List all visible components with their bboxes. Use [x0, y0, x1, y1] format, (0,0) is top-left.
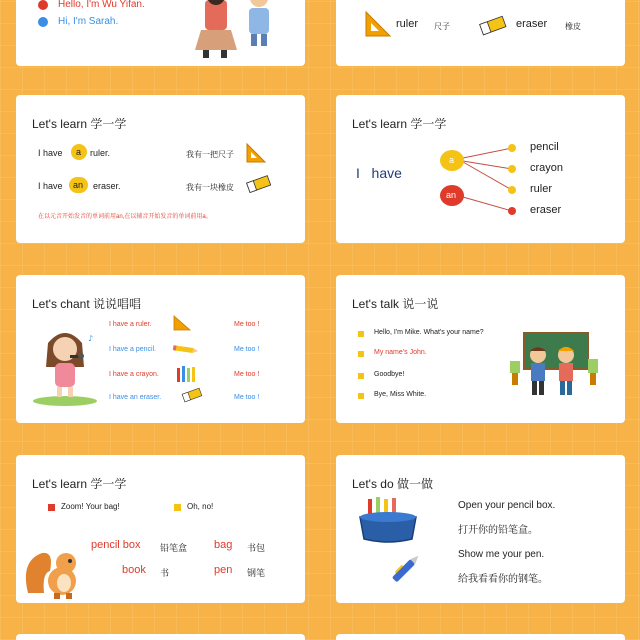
- slide-title: Let's talk 说一说: [352, 297, 439, 311]
- eraser-icon: [182, 388, 202, 403]
- singing-girl-illustration: [30, 327, 100, 407]
- article-an-text: an: [446, 190, 457, 200]
- squirrel-illustration: [24, 543, 84, 601]
- vocab-pencil-box: pencil box: [91, 539, 141, 551]
- chant-reply: Me too !: [234, 394, 260, 401]
- sentence-chinese: 我有一块橡皮: [186, 183, 234, 192]
- word-dot: [508, 186, 516, 194]
- vocab-bag-cn: 书包: [247, 543, 266, 553]
- article-a-text: a: [449, 155, 455, 165]
- slide-card-6[interactable]: [336, 275, 625, 423]
- command-1-chinese: 打开你的铅笔盒。: [458, 525, 538, 536]
- slide-card-8[interactable]: [336, 455, 625, 603]
- red-bullet-dot: [38, 0, 48, 10]
- article-a-text: a: [76, 147, 82, 157]
- sentence-chinese: 我有一把尺子: [186, 150, 234, 159]
- pencil-box-illustration: [358, 495, 418, 545]
- blue-bullet-dot: [38, 17, 48, 27]
- bullet-text-1: Zoom! Your bag!: [61, 502, 120, 511]
- eraser-icon: [246, 175, 272, 195]
- word-dot: [508, 144, 516, 152]
- vocab-pen: pen: [214, 564, 233, 576]
- grammar-note: 在以元音开始发音的单词前用an,在以辅音开始发音的单词前用a。: [38, 214, 212, 220]
- command-2-chinese: 给我看看你的钢笔。: [458, 574, 548, 585]
- bullet-square: [358, 393, 364, 399]
- svg-text:♪: ♪: [88, 334, 94, 343]
- slide-card-4[interactable]: [336, 95, 625, 243]
- kids-illustration: [191, 0, 281, 60]
- chant-reply: Me too !: [234, 371, 260, 378]
- chant-line: I have a crayon.: [109, 371, 159, 378]
- vocab-bag: bag: [214, 539, 233, 551]
- pencil-icon: [173, 345, 199, 355]
- eraser-word: eraser: [516, 18, 548, 30]
- eraser-icon: [479, 16, 507, 36]
- slide-title: Let's chant 说说唱唱: [32, 297, 141, 311]
- slide-card-5[interactable]: [16, 275, 305, 423]
- bullet-square: [48, 504, 55, 511]
- talk-line-1: Hello, I'm Mike. What's your name?: [374, 329, 484, 336]
- slide-card-10[interactable]: [336, 634, 625, 640]
- sentence-noun: ruler.: [90, 148, 111, 158]
- command-2-english: Show me your pen.: [458, 549, 545, 560]
- vocab-book: book: [122, 564, 146, 576]
- pen-illustration: [386, 551, 426, 587]
- bullet-square: [358, 351, 364, 357]
- talk-line-2: My name's John.: [374, 349, 427, 356]
- ruler-icon: [364, 10, 392, 38]
- chant-reply: Me too !: [234, 346, 260, 353]
- i-have-label: I have: [356, 165, 402, 181]
- slide-title: Let's learn 学一学: [32, 117, 127, 131]
- dialogue-line-2: Hi, I'm Sarah.: [58, 16, 119, 27]
- classroom-illustration: [508, 331, 598, 401]
- chant-line: I have an eraser.: [109, 394, 162, 401]
- word-pencil: pencil: [530, 141, 559, 153]
- connector-lines: [336, 95, 625, 243]
- slide-card-1[interactable]: [16, 0, 305, 66]
- chant-reply: Me too !: [234, 321, 260, 328]
- slide-title: Let's learn 学一学: [32, 477, 127, 491]
- bullet-square: [358, 373, 364, 379]
- talk-line-3: Goodbye!: [374, 371, 405, 378]
- slide-card-2[interactable]: [336, 0, 625, 66]
- article-an-text: an: [73, 180, 84, 190]
- vocab-pen-cn: 钢笔: [247, 568, 266, 578]
- word-ruler: ruler: [530, 183, 553, 195]
- command-1-english: Open your pencil box.: [458, 500, 556, 511]
- bullet-square: [358, 331, 364, 337]
- ruler-chinese: 尺子: [434, 22, 450, 31]
- chant-line: I have a pencil.: [109, 346, 157, 353]
- sentence-prefix: I have: [38, 181, 63, 191]
- vocab-book-cn: 书: [160, 568, 170, 578]
- crayons-icon: [176, 364, 198, 382]
- slide-card-7[interactable]: [16, 455, 305, 603]
- eraser-chinese: 橡皮: [565, 22, 581, 31]
- ruler-icon: [245, 142, 267, 164]
- sentence-noun: eraser.: [93, 181, 121, 191]
- talk-line-4: Bye, Miss White.: [374, 391, 427, 398]
- vocab-pencil-box-cn: 铅笔盒: [160, 543, 188, 553]
- slide-title: Let's learn 学一学: [352, 117, 447, 131]
- ruler-word: ruler: [396, 18, 419, 30]
- sentence-prefix: I have: [38, 148, 63, 158]
- chant-line: I have a ruler.: [109, 321, 152, 328]
- dialogue-line-1: Hello, I'm Wu Yifan.: [58, 0, 145, 10]
- word-dot: [508, 165, 516, 173]
- bullet-text-2: Oh, no!: [187, 502, 214, 511]
- word-crayon: crayon: [530, 162, 564, 174]
- slide-title: Let's do 做一做: [352, 477, 433, 491]
- slide-card-9[interactable]: [16, 634, 305, 640]
- ruler-icon: [173, 315, 191, 331]
- bullet-square: [174, 504, 181, 511]
- word-eraser: eraser: [530, 204, 562, 216]
- word-dot: [508, 207, 516, 215]
- slide-card-3[interactable]: [16, 95, 305, 243]
